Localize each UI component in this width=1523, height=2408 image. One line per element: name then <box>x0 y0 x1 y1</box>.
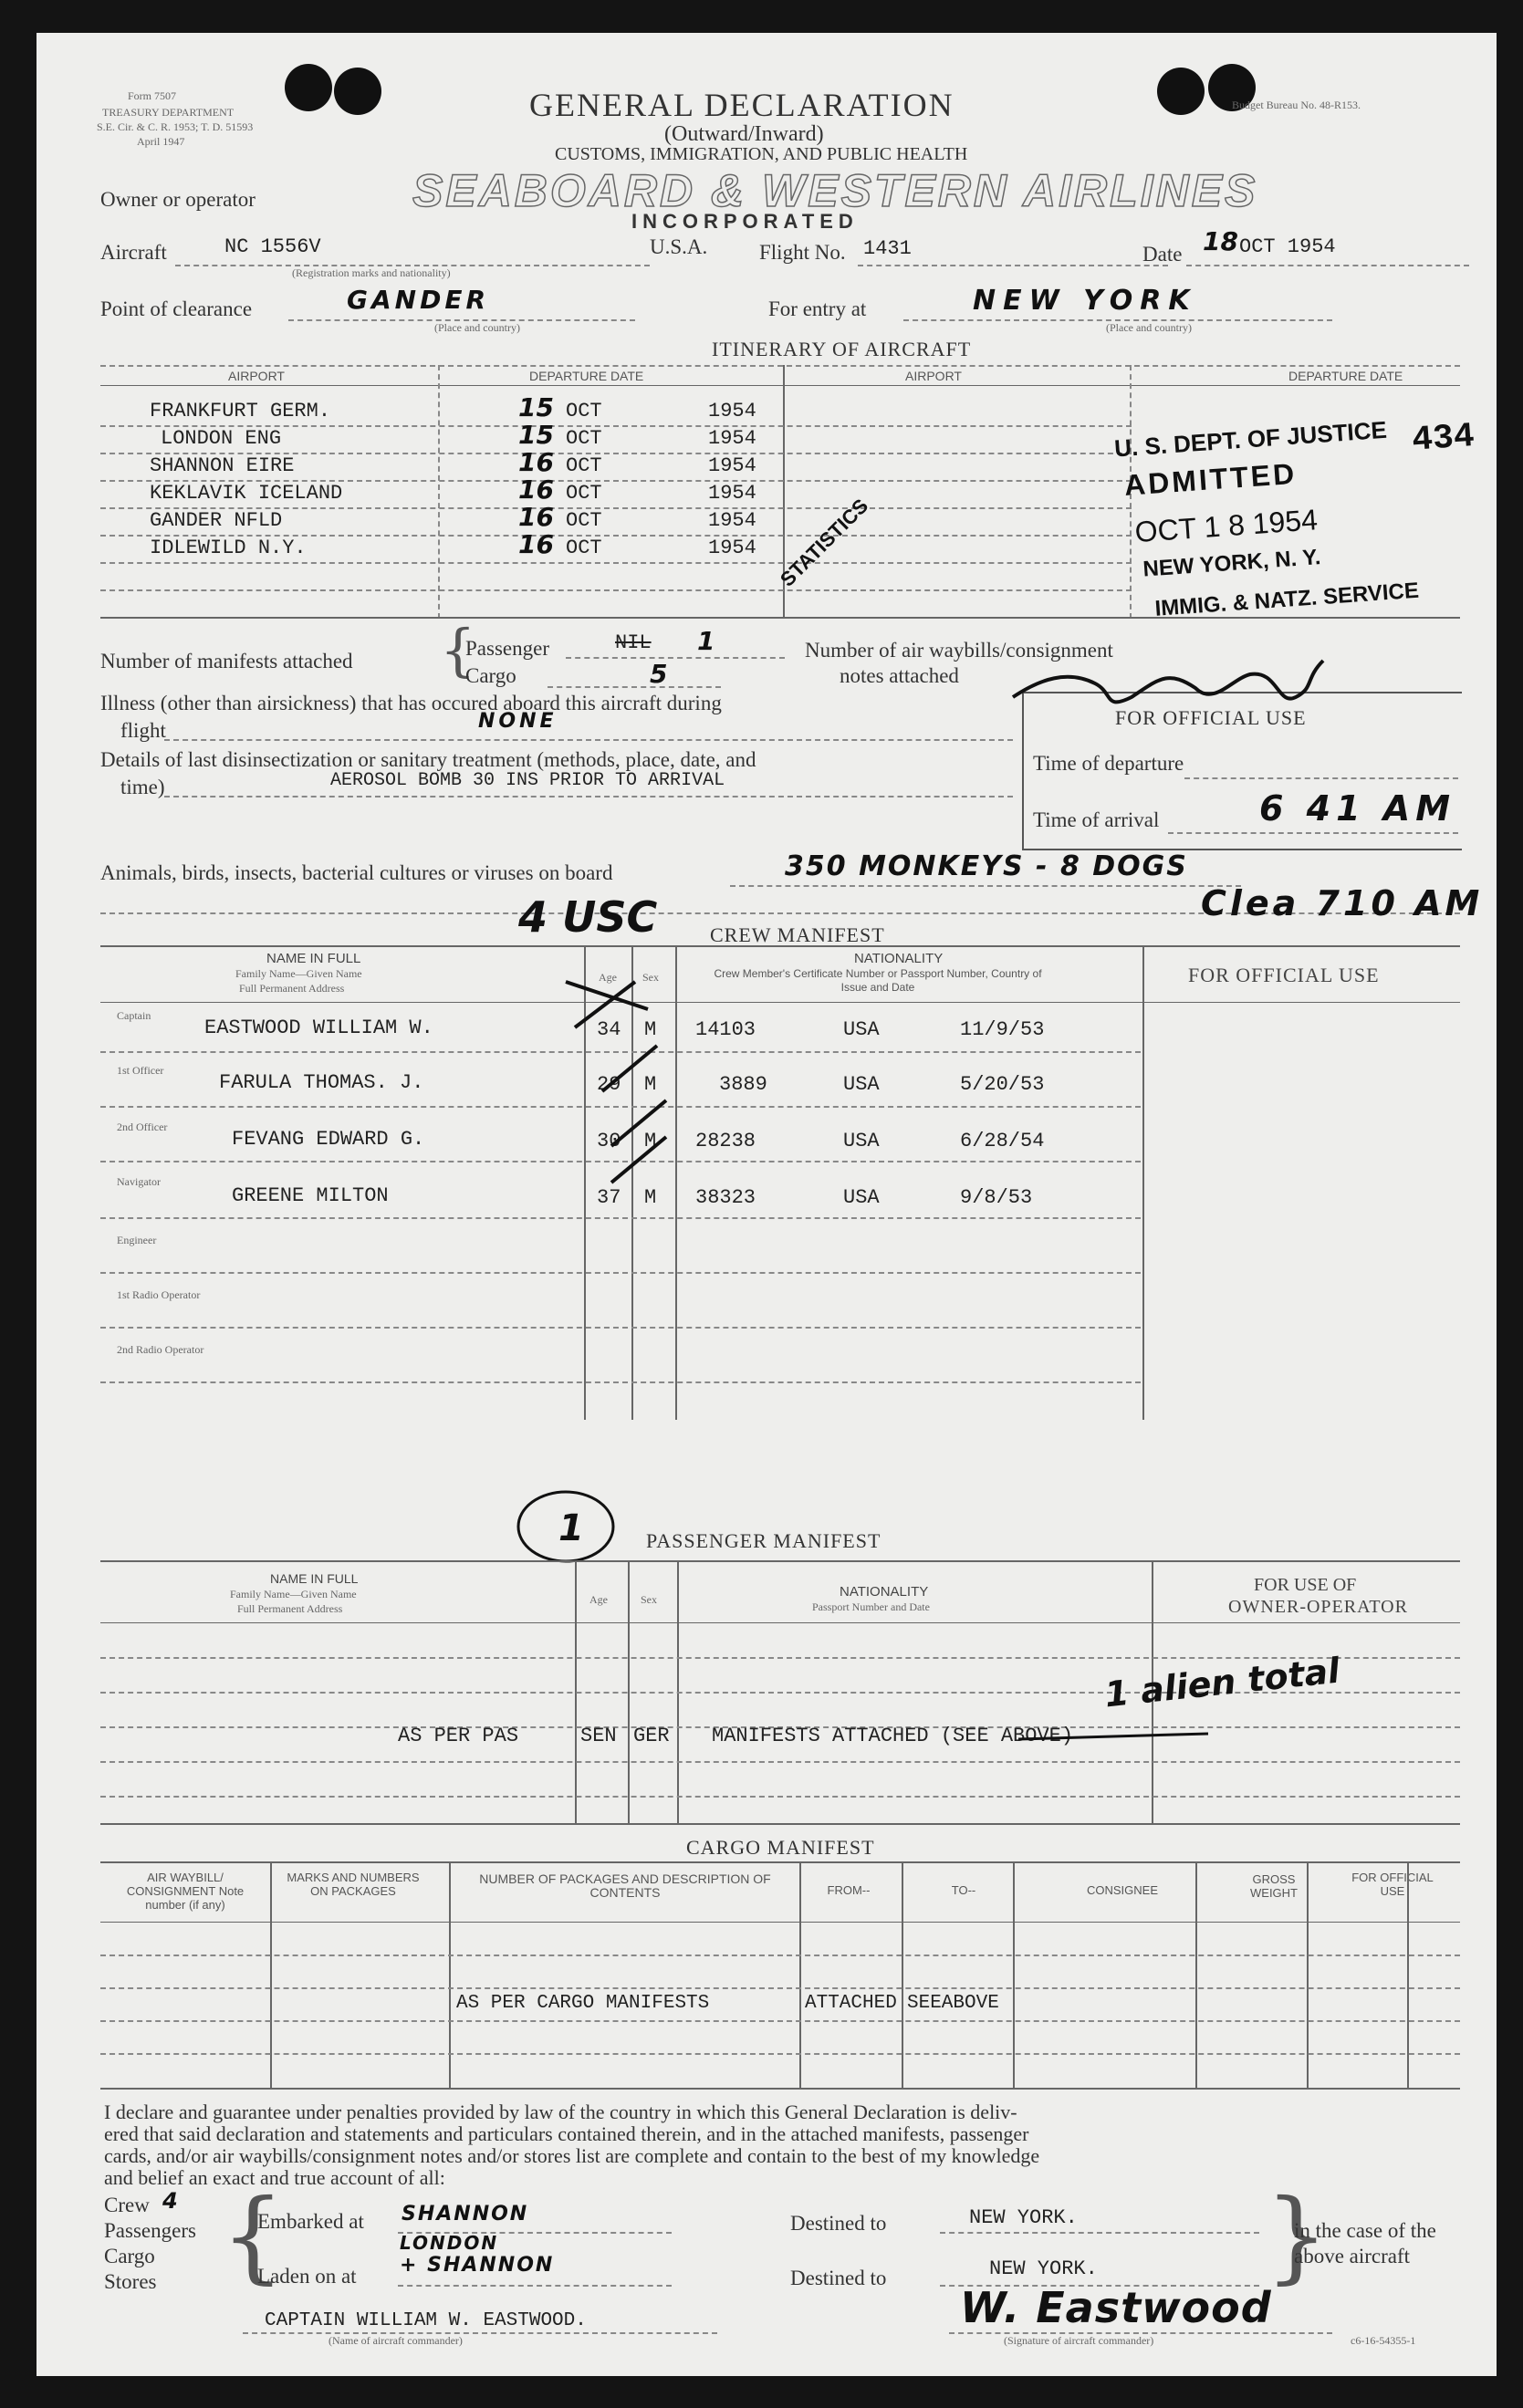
flight-label: Flight No. <box>759 241 846 264</box>
budget-bureau: Budget Bureau No. 48-R153. <box>1232 99 1361 111</box>
form-code: c6-16-54355-1 <box>1351 2334 1416 2347</box>
aircraft-registration: NC 1556V <box>224 235 321 258</box>
passenger-manifest-title: PASSENGER MANIFEST <box>646 1529 881 1552</box>
stamp-number: 434 <box>1411 417 1476 461</box>
registration-caption: (Registration marks and nationality) <box>292 266 451 279</box>
cargo-col-from: FROM-- <box>827 1883 871 1897</box>
passenger-col-age: Age <box>589 1593 608 1606</box>
airline-incorporated: INCORPORATED <box>631 210 859 233</box>
commander-name: CAPTAIN WILLIAM W. EASTWOOD. <box>265 2310 587 2331</box>
passenger-col-nationality: NATIONALITY <box>840 1584 929 1600</box>
itinerary-col-airport: AIRPORT <box>228 369 285 383</box>
entry-value: NEW YORK <box>973 285 1197 317</box>
cargo-count-label: Cargo <box>104 2245 155 2267</box>
arrival-time-label: Time of arrival <box>1033 808 1160 831</box>
official-scribble <box>1004 642 1332 724</box>
alien-total-note: 1 alien total <box>1102 1650 1342 1715</box>
date-month-year: OCT 1954 <box>1239 235 1336 258</box>
department-name: TREASURY DEPARTMENT <box>102 106 235 119</box>
form-number: Form 7507 <box>128 89 177 102</box>
passenger-typed-2: SEN <box>580 1725 617 1747</box>
crew-check-marks <box>548 954 767 1192</box>
itinerary-title: ITINERARY OF AIRCRAFT <box>712 338 972 360</box>
crew-manifest-title: CREW MANIFEST <box>710 923 885 946</box>
cargo-col-consignee: CONSIGNEE <box>1086 1883 1158 1897</box>
punch-hole <box>334 68 381 115</box>
immigration-stamp: U. S. DEPT. OF JUSTICE 434 ADMITTED OCT 1 8 1954 NEW YORK, N. Y. IMMIG. & NATZ. SERVICE <box>1113 415 1476 621</box>
cargo-typed-3: SEEABOVE <box>907 1993 999 2014</box>
notes-label: notes attached <box>840 664 959 687</box>
passenger-typed-4: MANIFESTS ATTACHED (SEE ABOVE) <box>712 1725 1074 1747</box>
itinerary-col-departure-2: DEPARTURE DATE <box>1288 369 1403 383</box>
departure-time-label: Time of departure <box>1033 752 1184 775</box>
embarked-label: Embarked at <box>257 2210 364 2233</box>
passenger-struck: NIL <box>615 631 652 654</box>
itinerary-col-departure: DEPARTURE DATE <box>529 369 644 383</box>
itinerary-col-airport-2: AIRPORT <box>905 369 962 383</box>
date-day: 18 <box>1203 226 1238 256</box>
department-date: April 1947 <box>137 135 185 148</box>
cargo-typed-1: AS PER CARGO MANIFESTS <box>456 1993 710 2014</box>
case-text-1: in the case of the <box>1294 2219 1436 2242</box>
crew-col-name: NAME IN FULL <box>266 951 361 966</box>
cargo-col-marks: MARKS AND NUMBERS ON PACKAGES <box>287 1871 420 1898</box>
commander-caption: (Name of aircraft commander) <box>329 2334 463 2347</box>
entry-label: For entry at <box>768 297 867 320</box>
cargo-col-waybill: AIR WAYBILL/ CONSIGNMENT Note number (if any) <box>126 1871 245 1912</box>
manifests-brace: { <box>440 617 476 683</box>
commander-signature: W. Eastwood <box>960 2283 1272 2332</box>
flight-number: 1431 <box>863 237 912 260</box>
animals-value: 350 MONKEYS - 8 DOGS <box>785 850 1188 882</box>
signature-caption: (Signature of aircraft commander) <box>1004 2334 1154 2347</box>
declaration-brace-right: { <box>1265 2177 1329 2294</box>
passenger-typed-3: GER <box>633 1725 670 1747</box>
crew-count-label: Crew <box>104 2194 150 2216</box>
destined-label-2: Destined to <box>790 2267 887 2289</box>
statistics-stamp: STATISTICS <box>776 494 873 591</box>
clearance-label: Point of clearance <box>100 297 253 320</box>
illness-label: Illness (other than airsickness) that has occured aboard this aircraft during <box>100 692 722 714</box>
laden-label: Laden on at <box>257 2265 357 2288</box>
clearance-time-note: Clea 710 AM <box>1201 883 1484 923</box>
case-text-2: above aircraft <box>1294 2245 1411 2267</box>
destined-value: NEW YORK. <box>969 2206 1078 2229</box>
cargo-col-weight: GROSS WEIGHT <box>1250 1872 1298 1900</box>
passenger-col-name: NAME IN FULL <box>270 1571 359 1586</box>
punch-hole <box>285 64 332 111</box>
destined-value-2: NEW YORK. <box>989 2257 1098 2280</box>
cargo-typed-2: ATTACHED <box>805 1993 897 2014</box>
passenger-typed-1: AS PER PAS <box>398 1725 519 1747</box>
crew-annotation: 4 USC <box>518 892 658 942</box>
disinsect-label: Details of last disinsectization or sanitary treatment (methods, place, date, and <box>100 748 756 771</box>
form-title: GENERAL DECLARATION <box>529 87 954 123</box>
crew-col-sex: Sex <box>642 971 659 984</box>
animals-label: Animals, birds, insects, bacterial cultures or viruses on board <box>100 861 613 884</box>
owner-label: Owner or operator <box>100 188 256 211</box>
illness-flight-label: flight <box>120 719 166 742</box>
disinsect-value: AEROSOL BOMB 30 INS PRIOR TO ARRIVAL <box>330 770 725 791</box>
laden-value-2: + SHANNON <box>400 2254 555 2277</box>
passenger-count: 1 <box>697 626 715 656</box>
stores-count-label: Stores <box>104 2270 157 2293</box>
official-use-title: FOR OFFICIAL USE <box>1115 706 1307 729</box>
passenger-col-sex: Sex <box>641 1593 657 1606</box>
form-direction: (Outward/Inward) <box>664 122 824 146</box>
crew-col-official: FOR OFFICIAL USE <box>1188 964 1380 986</box>
form-subtitle: CUSTOMS, IMMIGRATION, AND PUBLIC HEALTH <box>555 144 968 164</box>
crew-col-age: Age <box>599 971 617 984</box>
cargo-col-official: FOR OFFICIAL USE <box>1351 1871 1434 1898</box>
manifests-label: Number of manifests attached <box>100 650 353 672</box>
aircraft-label: Aircraft <box>100 241 167 264</box>
circled-number: 1 <box>558 1507 584 1549</box>
cargo-manifest-title: CARGO MANIFEST <box>686 1836 875 1859</box>
disinsect-time-label: time) <box>120 776 165 798</box>
passengers-count-label: Passengers <box>104 2219 196 2242</box>
strike-through <box>1013 1723 1214 1750</box>
illness-value: NONE <box>478 710 558 733</box>
clearance-caption: (Place and country) <box>434 321 520 334</box>
cargo-label: Cargo <box>465 664 516 687</box>
cargo-col-to: TO-- <box>951 1883 976 1897</box>
airline-name: SEABOARD & WESTERN AIRLINES <box>412 165 1258 216</box>
crew-count-value: 4 <box>162 2188 178 2214</box>
aircraft-nationality: U.S.A. <box>650 235 708 258</box>
passenger-col-owner: FOR USE OF <box>1254 1575 1357 1595</box>
department-ref: S.E. Cir. & C. R. 1953; T. D. 51593 <box>97 120 254 133</box>
punch-hole <box>1157 68 1205 115</box>
embarked-value: SHANNON <box>402 2203 529 2226</box>
destined-label: Destined to <box>790 2212 887 2235</box>
entry-caption: (Place and country) <box>1106 321 1192 334</box>
laden-value-1: LONDON <box>400 2232 499 2254</box>
crew-col-nationality: NATIONALITY <box>854 951 944 966</box>
declaration-form: Form 7507 TREASURY DEPARTMENT S.E. Cir. & C. R. 1953; T. D. 51593 April 1947 Budget Bureau No. 48-R153. GENERAL DECLARATION (Outward/Inward) CUSTOMS, IMMIGRATION, AND PUBLIC HEALTH SEABOARD & WESTERN AIRLINES INCORPORATED Owner or operator Aircraft NC 1556V (Registration marks and nationality) U.S.A. Flight No. 1431 Date 18 OCT 1954 Point of clearance GANDER (Place and country) For entry at NEW YORK (Place and country) ITINERARY OF AIRCRAFT AIRPORT DEPARTURE DATE AIRPORT DEPARTURE DATE FRANKFURT GERM. 15 OCT 1954 LONDON ENG 15 OCT 1954 SHANNON EIRE 16 OCT 1954 KEKLAVIK ICELAND 16 OCT 1954 GANDER NFLD 16 OCT 1954 IDLEWILD N.Y. 16 OCT 1954 U. S. DEPT. OF JUSTICE 434 ADMITTED OCT 1 8 1954 NEW YORK, N. Y. IMMIG. & NATZ. SERVICE STATISTICS Number of manifests attached { Passenger NIL 1 Cargo 5 Number of air waybills/consignment notes attached Illness (other than airsickness) that has occured aboard this aircraft during flight NONE Details of last disinsectization or sanitary treatment (methods, place, date, and time) AEROSOL BOMB 30 INS PRIOR TO ARRIVAL FOR OFFICIAL USE Time of departure Time of arrival 6 41 AM Animals, birds, insects, bacterial cultures or viruses on board 350 MONKEYS - 8 DOGS Clea 710 AM 4 USC CREW MANIFEST NAME IN FULL Family Name—Given Name Full Permanent Address Age Sex NATIONALITY Crew Member's Certificate Number or Passport Number, Country of Issue and Date FOR OFFICIAL USE Captain EASTWOOD WILLIAM W. 34 M 14103 USA 11/9/53 1st Officer FARULA THOMAS. J. 29 M 3889 USA 5/20/53 2nd Officer FEVANG EDWARD G. 30 M 28238 USA 6/28/54 Navigator GREENE MILTON 37 M 38323 USA 9/8/53 Engineer 1st Radio Operator 2nd Radio Operator 1 PASSENGER MANIFEST NAME IN FULL Family Name—Given Name Full Permanent Address Age Sex NATIONALITY Passport Number and Date FOR USE OF OWNER-OPERATOR 1 alien total AS PER PAS SEN GER MANIFESTS ATTACHED (SEE ABOVE) CARGO MANIFEST AIR WAYBILL/ CONSIGNMENT Note number (if any) MARKS AND NUMBERS ON PACKAGES NUMBER OF PACKAGES AND DESCRIPTION OF CONTENTS FROM-- TO-- CONSIGNEE GROSS WEIGHT FOR OFFICIAL USE AS PER CARGO MANIFESTS ATTACHED SEEABOVE I declare and guarantee under penalties provided by law of the country in which this General Declaration is deliv- ered that said declaration and statements and particulars contained therein, and in the attached manifests, passenger cards, and/or air waybills/consignment notes and/or stores list are complete and contain to the best of my knowledge and belief an exact and true account of all: Crew 4 Passengers Cargo Stores { Embarked at SHANNON LONDON Laden on at + SHANNON Destined to NEW YORK. Destined to NEW YORK. { in the case of the above aircraft CAPTAIN WILLIAM W. EASTWOOD. (Name of aircraft commander) W. Eastwood (Signature of aircraft commander) c6-16-54355-1 <box>37 33 1497 2376</box>
passenger-label: Passenger <box>465 637 549 660</box>
date-label: Date <box>1142 243 1183 266</box>
clearance-value: GANDER <box>347 285 490 315</box>
cargo-col-description: NUMBER OF PACKAGES AND DESCRIPTION OF CONTENTS <box>479 1871 771 1900</box>
declaration-brace: { <box>221 2177 285 2294</box>
cargo-count: 5 <box>650 659 668 689</box>
arrival-time-value: 6 41 AM <box>1259 788 1456 829</box>
waybills-label: Number of air waybills/consignment <box>805 639 1113 662</box>
